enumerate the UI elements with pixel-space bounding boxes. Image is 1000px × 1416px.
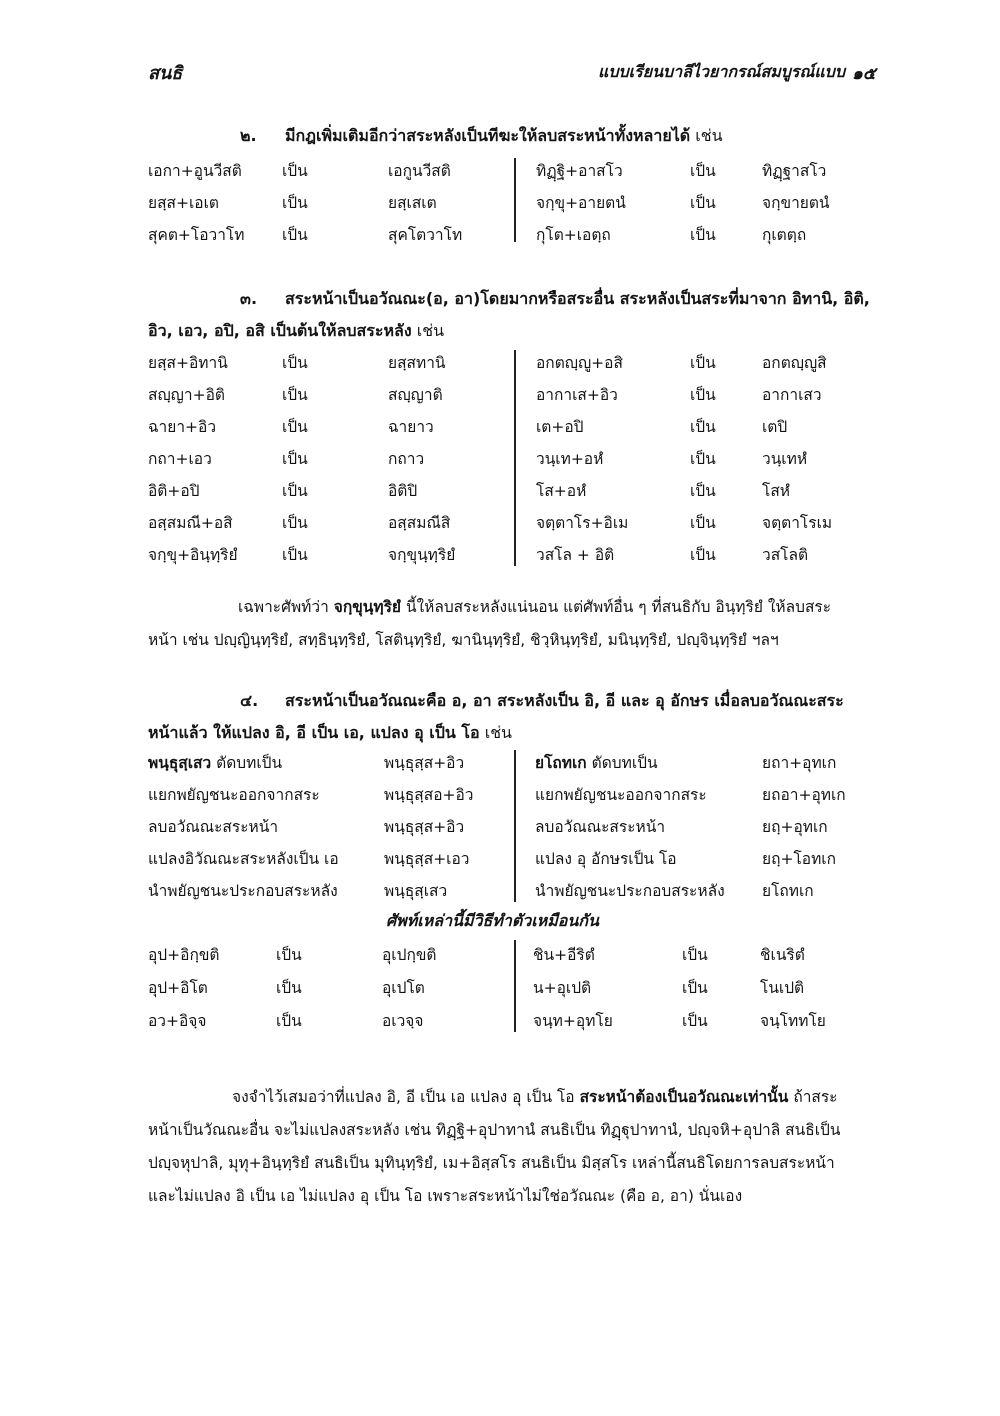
note-keyword: จกฺขุนฺทฺริยํ	[333, 598, 402, 616]
derivation-step-cell: ยถฺ+โอทเก	[762, 850, 836, 868]
example-row-cell: ทิฏฺฐาสโว	[762, 162, 827, 180]
example-row-cell: จกฺขุ+อายตนํ	[536, 194, 626, 212]
section-2-heading	[285, 124, 723, 149]
derivation-right-title	[535, 750, 658, 775]
section-2-number: ๒.	[240, 126, 257, 145]
example-row-cell: เป็น	[690, 162, 716, 180]
similar-words-title: ศัพท์เหล่านี้มีวิธีทำตัวเหมือนกัน	[386, 911, 599, 930]
derivation-step-cell: ลบอวัณณะสระหน้า	[535, 818, 666, 836]
example-row-cell: เป็น	[690, 194, 716, 212]
example-row-cell: ยสฺเสเต	[388, 194, 437, 212]
example-row-cell: อสฺสมณี+อสิ	[148, 514, 233, 532]
example-row-cell: สุคโตวาโท	[388, 226, 463, 244]
example-row-cell: ทิฏฺฐิ+อาสโว	[536, 162, 623, 180]
example-row-cell: เป็น	[282, 482, 308, 500]
example-row-cell: กุเตตฺถ	[762, 226, 807, 244]
example-row-cell: เป็น	[690, 514, 716, 532]
closing-line3: ปญฺจหุปาลิ, มุทุ+อินฺทฺริยํ สนธิเป็น มุทินฺทฺริยํ, เม+อิสฺสโร สนธิเป็น มิสฺสโร เหล่านี้สนธิโดยการลบสระหน้า	[148, 1154, 835, 1172]
example-row-cell: อเวจฺจ	[382, 1012, 424, 1030]
example-row-cell: เป็น	[282, 450, 308, 468]
example-row-cell: เป็น	[276, 1012, 302, 1030]
example-row-cell: อุป+อิกฺขติ	[148, 946, 220, 964]
example-row-cell: อิติ+อปิ	[148, 482, 200, 500]
example-row-cell: เป็น	[690, 546, 716, 564]
section-4-rule-line2-bold: หน้าแล้ว ให้แปลง อิ, อี เป็น เอ, แปลง อุ เป็น โอ	[148, 723, 480, 742]
closing-emphasis: สระหน้าต้องเป็นอวัณณะเท่านั้น	[579, 1088, 789, 1106]
example-row-cell: เป็น	[282, 386, 308, 404]
section-4-rule-line2	[148, 721, 512, 746]
derivation-word: ยโถทเก	[535, 754, 587, 772]
example-row-cell: ยสฺสทานิ	[388, 354, 446, 372]
derivation-step-cell: แปลงอิวัณณะสระหลังเป็น เอ	[148, 850, 339, 868]
example-row-cell: เป็น	[282, 354, 308, 372]
derivation-left-split: พนฺธุสฺส+อิว	[384, 754, 465, 772]
closing-line4: และไม่แปลง อิ เป็น เอ ไม่แปลง อุ เป็น โอ เพราะสระหน้าไม่ใช่อวัณณะ (คือ อ, อา) นั่นเอง	[148, 1187, 743, 1205]
example-row-cell: อุป+อิโต	[148, 979, 208, 997]
example-row-cell: เป็น	[690, 450, 716, 468]
derivation-step-cell: แยกพยัญชนะออกจากสระ	[148, 786, 320, 804]
closing-line2: หน้าเป็นวัณณะอื่น จะไม่แปลงสระหลัง เช่น ทิฏฺฐิ+อุปาทานํ สนธิเป็น ทิฏฺฐุปาทานํ, ปญฺจหิ+อุปาลิ สนธิเป็น	[148, 1121, 841, 1139]
note-text: นี้ให้ลบสระหลังแน่นอน แต่ศัพท์อื่น ๆ ที่สนธิกับ อินฺทฺริยํ ให้ลบสระ	[405, 598, 832, 616]
example-row-cell: เป็น	[282, 194, 308, 212]
example-row-cell: เป็น	[282, 514, 308, 532]
closing-text: ถ้าสระ	[793, 1088, 838, 1106]
example-row-cell: จกฺขายตนํ	[762, 194, 830, 212]
derivation-step-cell: ยโถทเก	[762, 882, 814, 900]
section-3-rule-line2-tail: เช่น	[416, 321, 444, 340]
derivation-left-title	[148, 750, 282, 775]
example-row-cell: เป็น	[690, 226, 716, 244]
example-row-cell: ชิน+อีริตํ	[533, 946, 595, 964]
example-row-cell: จนฺโททโย	[760, 1012, 826, 1030]
example-row-cell: อกตญฺญูสิ	[762, 354, 827, 372]
example-row-cell: โสหํ	[762, 482, 791, 500]
example-row-cell: เป็น	[282, 418, 308, 436]
example-row-cell: อุเปโต	[382, 979, 425, 997]
section-4-rule-line2-tail: เช่น	[484, 723, 512, 742]
example-row-cell: อากาเสว	[762, 386, 822, 404]
example-row-cell: ฉายา+อิว	[148, 418, 217, 436]
example-row-cell: วสโลติ	[762, 546, 809, 564]
example-row-cell: เป็น	[276, 946, 302, 964]
derivation-step-cell: ยถอา+อุทเก	[762, 786, 846, 804]
example-row-cell: จตฺตาโร+อิเม	[536, 514, 629, 532]
derivation-label: ตัดบทเป็น	[216, 754, 283, 772]
section-3-rule-line1: สระหน้าเป็นอวัณณะ(อ, อา)โดยมากหรือสระอื่น สระหลังเป็นสระที่มาจาก อิทานิ, อิติ,	[285, 289, 870, 308]
example-row-cell: เอกูนวีสติ	[388, 162, 451, 180]
closing-line1	[232, 1084, 838, 1109]
example-row-cell: จนฺท+อุทโย	[533, 1012, 613, 1030]
note-text: เฉพาะศัพท์ว่า	[238, 598, 329, 616]
example-row-cell: น+อุเปติ	[533, 979, 592, 997]
example-row-cell: ฉายาว	[388, 418, 434, 436]
example-row-cell: จตฺตาโรเม	[762, 514, 833, 532]
example-row-cell: กุโต+เอตฺถ	[536, 226, 611, 244]
example-row-cell: จกฺขุ+อินฺทฺริยํ	[148, 546, 238, 564]
example-row-cell: โส+อหํ	[536, 482, 587, 500]
column-divider	[514, 940, 516, 1032]
example-row-cell: โนเปติ	[760, 979, 805, 997]
section-3-note-line1	[238, 594, 831, 619]
example-row-cell: เตปิ	[762, 418, 788, 436]
section-4-rule-line1: สระหน้าเป็นอวัณณะคือ อ, อา สระหลังเป็น อิ, อี และ อุ อักษร เมื่อลบอวัณณะสระ	[285, 691, 844, 710]
closing-text: จงจำไว้เสมอว่าที่แปลง อิ, อี เป็น เอ แปลง อุ เป็น โอ	[232, 1088, 575, 1106]
derivation-step-cell: พนฺธุสฺเสว	[384, 882, 448, 900]
column-divider	[514, 750, 516, 902]
example-row-cell: เป็น	[282, 162, 308, 180]
section-3-note-line2: หน้า เช่น ปญฺญินฺทฺริยํ, สทฺธินฺทฺริยํ, โสตินฺทฺริยํ, ฆานินฺทฺริยํ, ชิวฺหินฺทฺริยํ, มนินฺทฺริยํ, ปญฺจินฺทฺริยํ ฯลฯ	[148, 631, 779, 649]
example-row-cell: เป็น	[282, 226, 308, 244]
derivation-step-cell: นำพยัญชนะประกอบสระหลัง	[535, 882, 725, 900]
example-row-cell: เป็น	[682, 1012, 708, 1030]
example-row-cell: กถา+เอว	[148, 450, 212, 468]
example-row-cell: วสโล + อิติ	[536, 546, 615, 564]
example-row-cell: ยสฺส+อิทานิ	[148, 354, 228, 372]
example-row-cell: อากาเส+อิว	[536, 386, 618, 404]
example-row-cell: กถาว	[388, 450, 425, 468]
example-row-cell: เต+อปิ	[536, 418, 584, 436]
example-row-cell: ชิเนริตํ	[760, 946, 805, 964]
derivation-word: พนฺธุสฺเสว	[148, 754, 212, 772]
example-row-cell: จกฺขุนฺทฺริยํ	[388, 546, 456, 564]
derivation-step-cell: แปลง อุ อักษรเป็น โอ	[535, 850, 677, 868]
example-row-cell: เอกา+อูนวีสติ	[148, 162, 242, 180]
example-row-cell: วนฺเทหํ	[762, 450, 808, 468]
example-row-cell: วนฺเท+อหํ	[536, 450, 604, 468]
running-header-left: สนธิ	[148, 63, 183, 84]
derivation-right-split: ยถา+อุทเก	[762, 754, 837, 772]
example-row-cell: เป็น	[690, 482, 716, 500]
example-row-cell: อสฺสมณีสิ	[388, 514, 451, 532]
section-3-rule-line2	[148, 319, 444, 344]
example-row-cell: อิติปิ	[388, 482, 418, 500]
example-row-cell: เป็น	[682, 979, 708, 997]
derivation-step-cell: พนฺธุสฺสอ+อิว	[384, 786, 474, 804]
section-4-number: ๔.	[240, 691, 259, 710]
derivation-step-cell: พนฺธุสฺส+อิว	[384, 818, 465, 836]
page-number: ๑๕	[852, 64, 876, 84]
derivation-step-cell: ยถฺ+อุทเก	[762, 818, 828, 836]
example-row-cell: สญฺญาติ	[388, 386, 443, 404]
example-row-cell: เป็น	[690, 386, 716, 404]
section-3-number: ๓.	[240, 289, 258, 308]
derivation-step-cell: นำพยัญชนะประกอบสระหลัง	[148, 882, 338, 900]
running-header-title: แบบเรียนบาลีไวยากรณ์สมบูรณ์แบบ	[598, 62, 845, 81]
example-row-cell: สญฺญา+อิติ	[148, 386, 225, 404]
example-row-cell: เป็น	[282, 546, 308, 564]
example-row-cell: อว+อิจฺจ	[148, 1012, 207, 1030]
column-divider	[514, 350, 516, 566]
example-row-cell: อุเปกฺขติ	[382, 946, 437, 964]
section-3-rule-line2-bold: อิว, เอว, อปิ, อสิ เป็นต้นให้ลบสระหลัง	[148, 321, 412, 340]
example-row-cell: เป็น	[682, 946, 708, 964]
derivation-step-cell: ลบอวัณณะสระหน้า	[148, 818, 279, 836]
section-2-tail: เช่น	[695, 126, 723, 145]
column-divider	[514, 158, 516, 242]
example-row-cell: เป็น	[690, 354, 716, 372]
derivation-label: ตัดบทเป็น	[591, 754, 658, 772]
example-row-cell: เป็น	[276, 979, 302, 997]
derivation-step-cell: แยกพยัญชนะออกจากสระ	[535, 786, 707, 804]
example-row-cell: อกตญฺญู+อสิ	[536, 354, 623, 372]
example-row-cell: สุคต+โอวาโท	[148, 226, 245, 244]
derivation-step-cell: พนฺธุสฺส+เอว	[384, 850, 470, 868]
section-2-rule: มีกฎเพิ่มเติมอีกว่าสระหลังเป็นทีฆะให้ลบสระหน้าทั้งหลายได้	[285, 126, 691, 145]
example-row-cell: ยสฺส+เอเต	[148, 194, 219, 212]
example-row-cell: เป็น	[690, 418, 716, 436]
